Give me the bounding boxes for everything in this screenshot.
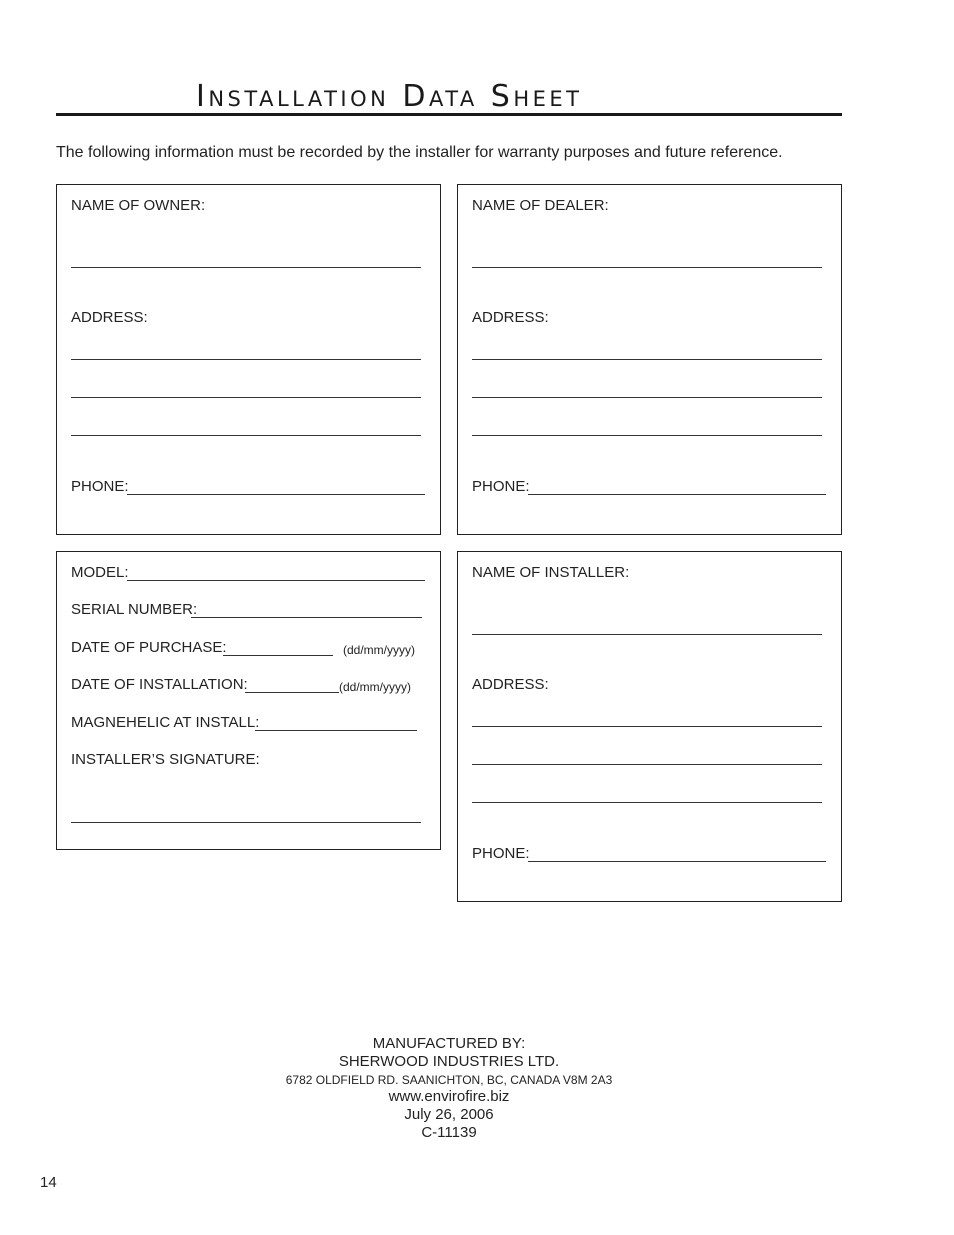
installer-name-line[interactable] [472, 634, 822, 635]
dealer-address-label: ADDRESS: [472, 309, 549, 326]
owner-address-line-3[interactable] [71, 435, 421, 436]
dealer-name-label: NAME OF DEALER: [472, 197, 609, 214]
footer-date: July 26, 2006 [404, 1106, 494, 1123]
installer-address-line-1[interactable] [472, 726, 822, 727]
installer-address-label: ADDRESS: [472, 676, 549, 693]
product-box [56, 551, 441, 850]
installer-phone-line[interactable] [528, 861, 826, 862]
magnehelic-label: MAGNEHELIC AT INSTALL: [71, 714, 260, 731]
installer-address-line-3[interactable] [472, 802, 822, 803]
owner-phone-line[interactable] [127, 494, 425, 495]
owner-address-line-1[interactable] [71, 359, 421, 360]
owner-name-line[interactable] [71, 267, 421, 268]
installer-box [457, 551, 842, 902]
date-of-installation-line[interactable] [245, 692, 339, 693]
date-of-purchase-format: (dd/mm/yyyy) [343, 643, 415, 657]
page-title: Installation Data Sheet [196, 79, 583, 114]
owner-phone-label: PHONE: [71, 478, 129, 495]
date-of-purchase-line[interactable] [223, 655, 333, 656]
dealer-name-line[interactable] [472, 267, 822, 268]
footer-code: C-11139 [421, 1124, 477, 1141]
owner-name-label: NAME OF OWNER: [71, 197, 206, 214]
installer-phone-label: PHONE: [472, 845, 530, 862]
installer-address-line-2[interactable] [472, 764, 822, 765]
dealer-phone-label: PHONE: [472, 478, 530, 495]
footer-website: www.envirofire.biz [388, 1088, 510, 1105]
footer-manufactured-by: MANUFACTURED BY: [372, 1035, 526, 1052]
owner-address-label: ADDRESS: [71, 309, 148, 326]
dealer-box [457, 184, 842, 535]
date-of-installation-label: DATE OF INSTALLATION: [71, 676, 248, 693]
serial-number-label: SERIAL NUMBER: [71, 601, 198, 618]
owner-box [56, 184, 441, 535]
title-rule [56, 113, 842, 116]
dealer-phone-line[interactable] [528, 494, 826, 495]
installer-signature-line[interactable] [71, 822, 421, 823]
owner-address-line-2[interactable] [71, 397, 421, 398]
footer-address: 6782 OLDFIELD RD. SAANICHTON, BC, CANADA V8M 2A3 [285, 1073, 613, 1087]
installer-signature-label: INSTALLER’S SIGNATURE: [71, 751, 260, 768]
installer-name-label: NAME OF INSTALLER: [472, 564, 630, 581]
footer-company: SHERWOOD INDUSTRIES LTD. [338, 1053, 560, 1070]
page-number: 14 [40, 1174, 57, 1191]
model-line[interactable] [127, 580, 425, 581]
magnehelic-line[interactable] [255, 730, 417, 731]
date-of-installation-format: (dd/mm/yyyy) [339, 680, 411, 694]
date-of-purchase-label: DATE OF PURCHASE: [71, 639, 227, 656]
intro-text: The following information must be recorded by the installer for warranty purposes and future reference. [56, 144, 783, 161]
dealer-address-line-1[interactable] [472, 359, 822, 360]
dealer-address-line-2[interactable] [472, 397, 822, 398]
dealer-address-line-3[interactable] [472, 435, 822, 436]
serial-number-line[interactable] [191, 617, 422, 618]
model-label: MODEL: [71, 564, 129, 581]
